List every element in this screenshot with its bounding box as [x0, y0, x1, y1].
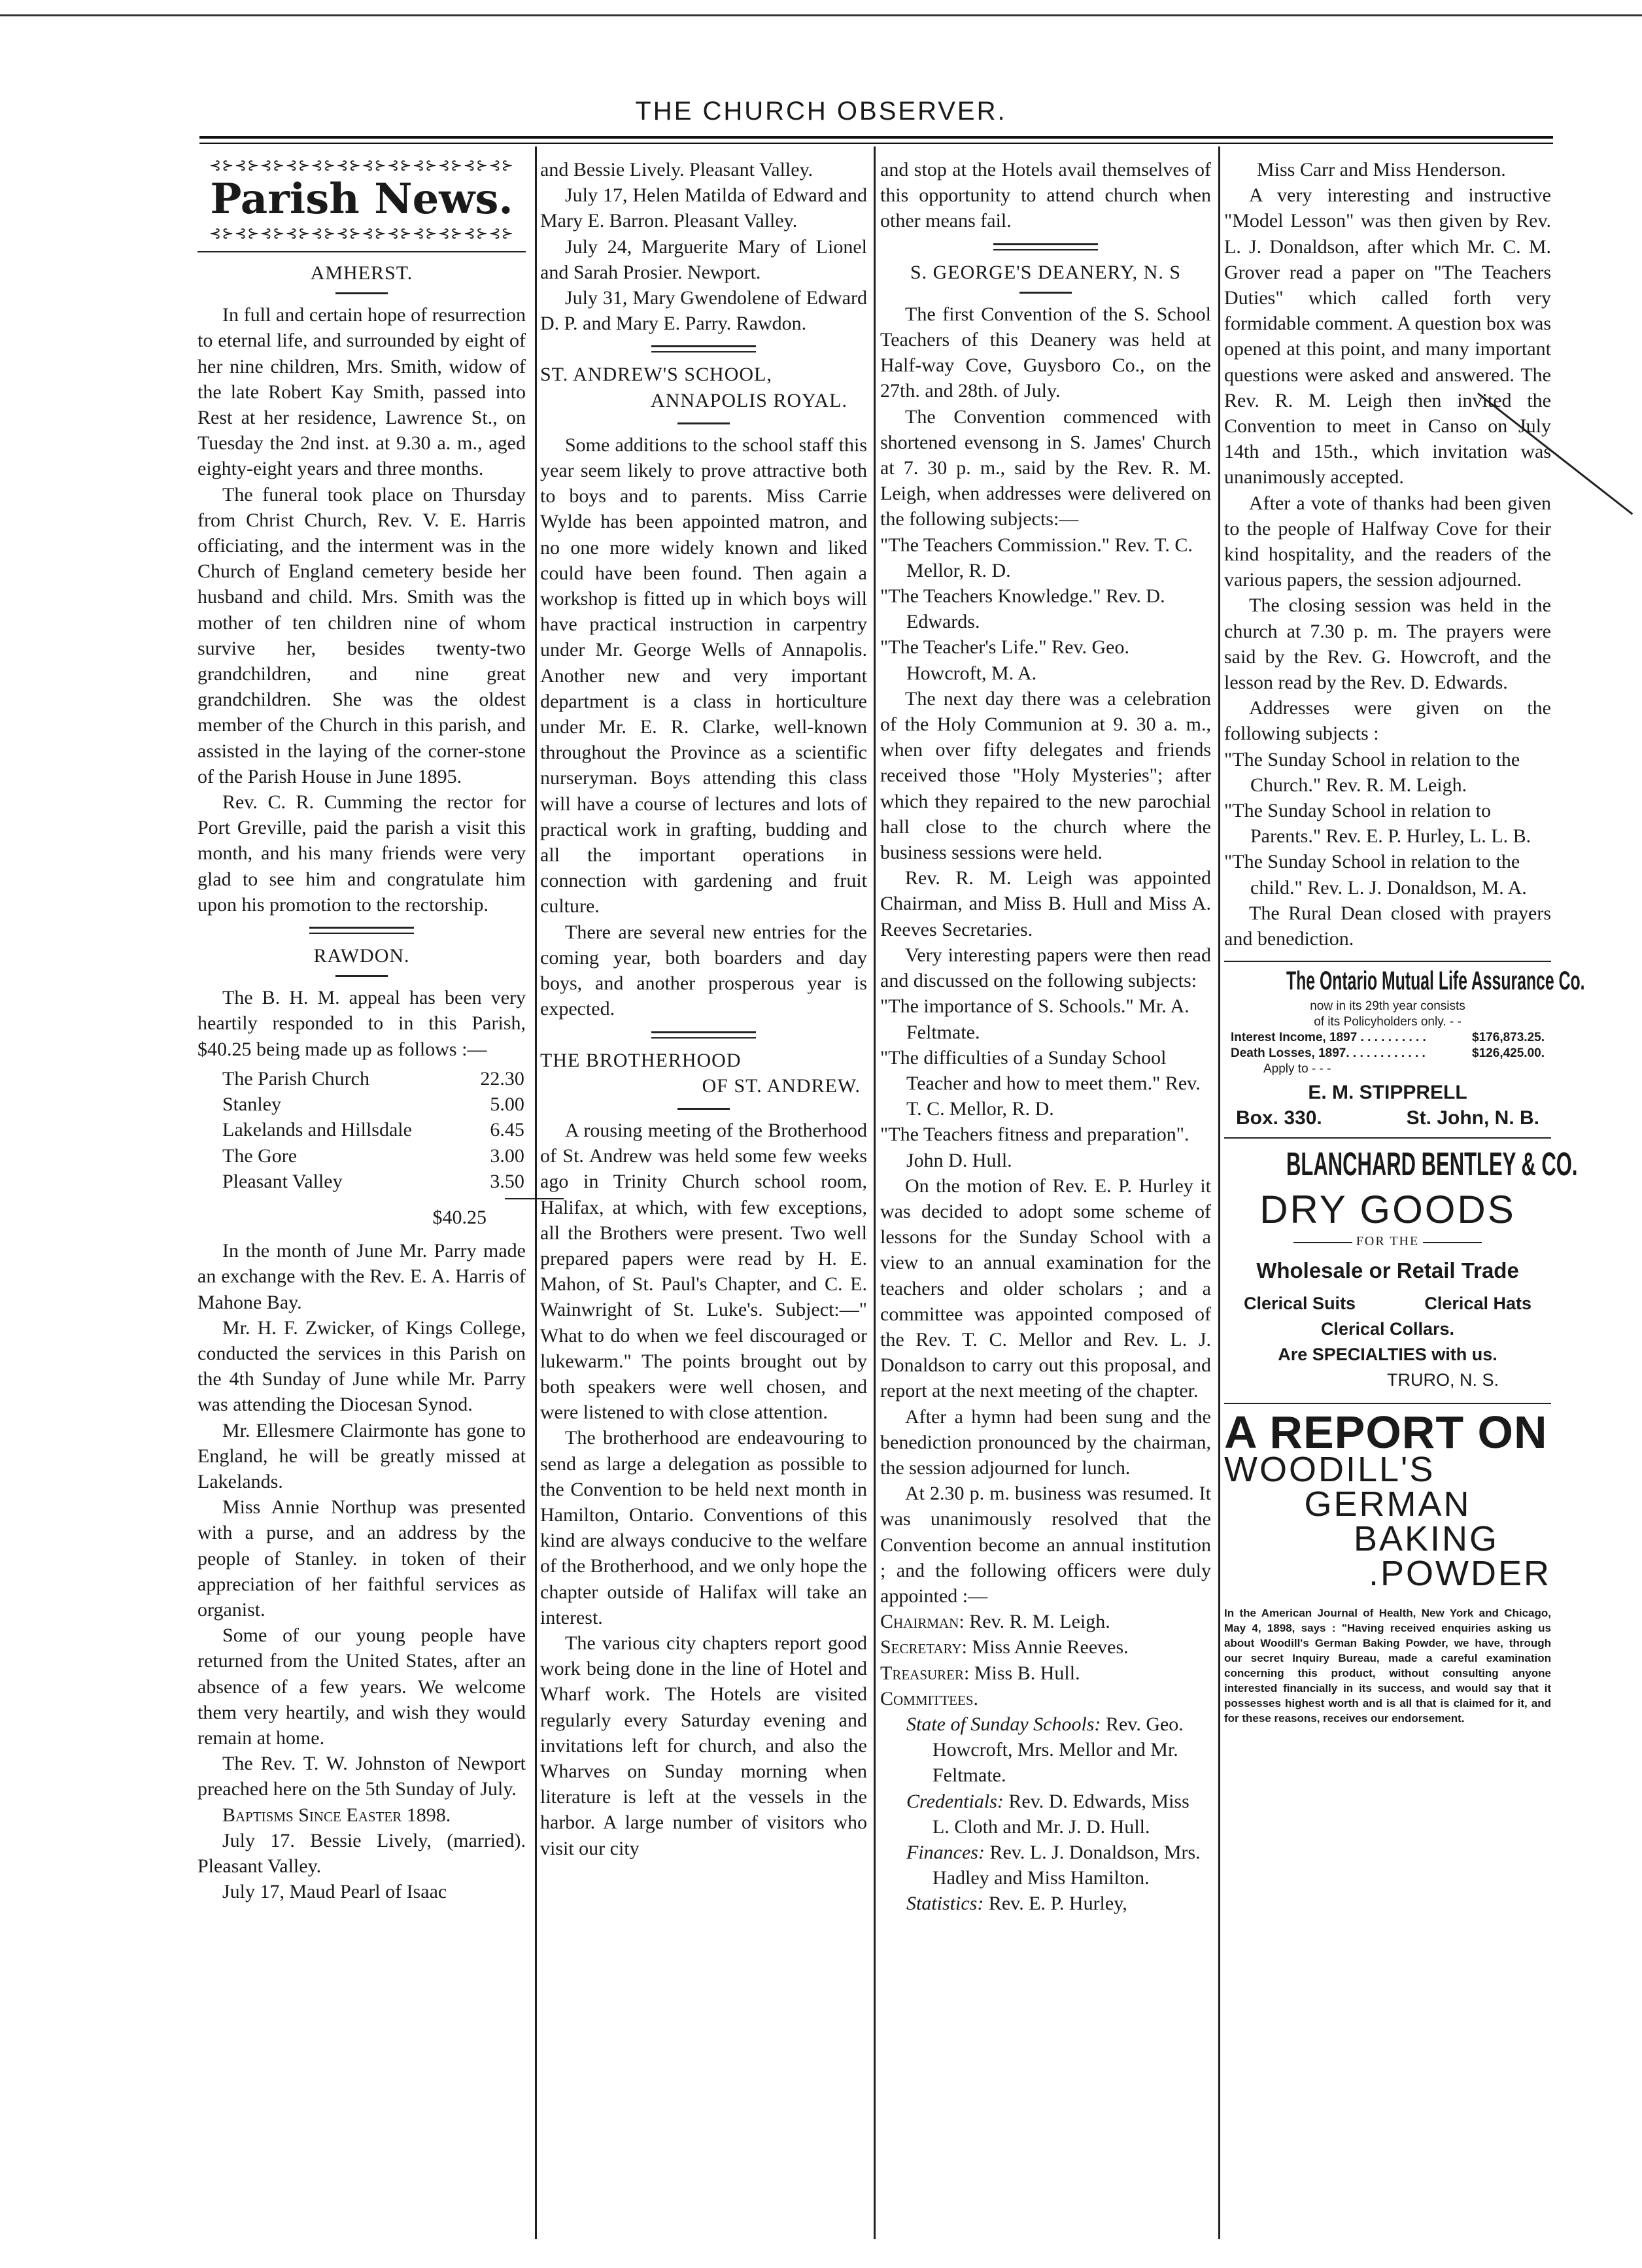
brotherhood-paragraph: The brotherhood are endeavouring to send as large a delegation as possible to the Convention to be held next month in Hamilton, Ontario. Conventions of this kind are always conducive to the welfare of the Brotherhood, and we only hope the chapter outside of Halifax will take an interest. [540, 1427, 867, 1628]
rawdon-heading: RAWDON. [313, 945, 410, 967]
ontario-ad-line: of its Policyholders only. - - [1314, 1014, 1462, 1029]
deanery-paragraph: Rev. R. M. Leigh was appointed Chairman, and Miss B. Hull and Miss A. Reeves Secretaries. [880, 867, 1211, 940]
gift-place: Stanley [222, 1093, 281, 1116]
gift-amount: 5.00 [490, 1093, 524, 1116]
school-paragraph: There are several new entries for the coming year, both boarders and day boys, and another prosperous year is expected. [540, 921, 867, 1020]
woodill-ad-line: BAKING [1353, 1519, 1499, 1559]
rawdon-paragraph: Some of our young people have returned from the United States, after an absence of a few years. We welcome them very heartily, and wish they would remain at home. [197, 1624, 526, 1749]
table-row [222, 1169, 524, 1194]
column-rule-3 [1218, 146, 1220, 2239]
subject-entry: "The difficulties of a Sunday School Teacher and how to meet them." Rev. T. C. Mellor, R. D. [880, 1046, 1201, 1120]
subject-entry: "The Sunday School in relation to Parents." Rev. E. P. Hurley, L. L. B. [1224, 800, 1531, 848]
woodill-ad-line: WOODILL'S [1224, 1449, 1435, 1489]
committee-continued: Miss Carr and Miss Henderson. [1257, 159, 1506, 180]
deanery-paragraph: After a vote of thanks had been given to the people of Halfway Cove for their kind hospitality, and the readers of the various papers, the session adjourned. [1224, 492, 1551, 591]
table-row [222, 1117, 524, 1143]
officer-value: Rev. R. M. Leigh. [969, 1611, 1110, 1633]
baptism-entry: July 17, Helen Matilda of Edward and Mary E. Barron. Pleasant Valley. [540, 184, 867, 232]
officer-value: Miss B. Hull. [974, 1662, 1080, 1684]
officer-entry [880, 1609, 1211, 1634]
rawdon-paragraph: Mr. Ellesmere Clairmonte has gone to England, he will be greatly missed at Lakelands. [197, 1419, 526, 1492]
committee-entry [880, 1891, 1211, 1916]
baptism-entry: and Bessie Lively. Pleasant Valley. [540, 159, 813, 180]
ad-rule [1224, 1137, 1551, 1139]
ornament-top: ⊰⊱⊰⊱⊰⊱⊰⊱⊰⊱⊰⊱⊰⊱⊰⊱⊰⊱⊰⊱⊰⊱⊰⊱ [209, 157, 515, 173]
gift-amount: 22.30 [480, 1067, 524, 1090]
clerical-collars: Clerical Collars. [1320, 1318, 1455, 1339]
committee-label: Credentials: [906, 1790, 1004, 1812]
gift-amount: 3.00 [490, 1144, 524, 1167]
blanchard-ad-drygoods: DRY GOODS [1259, 1188, 1516, 1232]
gift-place: The Parish Church [222, 1067, 369, 1090]
deanery-paragraph: After a hymn had been sung and the benediction pronounced by the chairman, the session adjourned for lunch. [880, 1405, 1211, 1479]
ontario-ad-figure [1224, 1030, 1551, 1046]
committee-label: State of Sunday Schools: [906, 1713, 1101, 1735]
ontario-ad-title: The Ontario Mutual Life Assurance Co. [1286, 967, 1585, 996]
gift-amount: 3.50 [490, 1170, 524, 1192]
deanery-paragraph: The Convention commenced with shortened evensong in S. James' Church at 7. 30 p. m., said by the Rev. R. M. Leigh, when addresses were delivered on the following subjects:— [880, 405, 1211, 530]
officer-value: Miss Annie Reeves. [972, 1636, 1129, 1658]
officer-label: Secretary: [880, 1636, 968, 1658]
school-heading: ST. ANDREW'S SCHOOL, [540, 364, 772, 386]
blanchard-bentley-ad [1224, 1145, 1578, 1394]
gift-place: The Gore [222, 1144, 298, 1167]
figure-label: Death Losses, 1897. . . . . . . . . . . . [1231, 1046, 1426, 1060]
table-row [222, 1091, 524, 1117]
ontario-ad-line: now in its 29th year consists [1310, 999, 1465, 1013]
appeal-total: $40.25 [432, 1206, 487, 1228]
deanery-paragraph: On the motion of Rev. E. P. Hurley it was decided to adopt some scheme of lessons for the Sunday School with a view to an annual examination for the teachers and older scholars ; and a committee was appointed composed of the Rev. T. C. Mellor and Rev. L. J. Donaldson to carry out this proposal, and report at the next meeting of the chapter. [880, 1175, 1211, 1402]
ontario-ad-apply: Apply to - - - [1263, 1061, 1331, 1076]
appeal-table [222, 1066, 524, 1194]
officer-label: Treasurer: [880, 1662, 970, 1684]
deanery-paragraph: The first Convention of the S. School Teachers of this Deanery was held at Half-way Cove, Guysboro Co., on the 27th. and 28th. of July. [880, 303, 1211, 402]
blanchard-ad-wholesale: Wholesale or Retail Trade [1256, 1258, 1519, 1282]
blanchard-ad-name: BLANCHARD BENTLEY & CO. [1286, 1145, 1578, 1182]
gift-place: Lakelands and Hillsdale [222, 1119, 412, 1141]
banner-rule [197, 251, 526, 252]
school-subheading: ANNAPOLIS ROYAL. [650, 389, 847, 411]
committee-entry [880, 1789, 1211, 1840]
subject-entry: "The importance of S. Schools." Mr. A. Feltmate. [880, 995, 1189, 1043]
rawdon-paragraph: Mr. H. F. Zwicker, of Kings College, conducted the services in this Parish on the 4th Sunday of June while Mr. Parry was attending the Diocesan Synod. [197, 1316, 526, 1416]
column-4 [1224, 157, 1585, 2256]
brotherhood-subheading: OF ST. ANDREW. [702, 1074, 861, 1097]
ontario-ad-address [1224, 1105, 1551, 1131]
amherst-paragraph: Rev. C. R. Cumming the rector for Port Greville, paid the parish a visit this month, and his many friends were very glad to see him and congratulate him upon his promotion to the rectorship. [197, 791, 526, 916]
heading-dash [1019, 292, 1072, 294]
heading-dash [677, 1108, 730, 1110]
masthead-rule-thin [199, 143, 1553, 144]
rawdon-paragraph: Miss Annie Northup was presented with a purse, and an address by the people of Stanley. in token of their appreciation of her faithful services as organist. [197, 1496, 526, 1621]
committee-entry [880, 1711, 1211, 1789]
rawdon-paragraph: The Rev. T. W. Johnston of Newport preached here on the 5th Sunday of July. [197, 1753, 526, 1800]
baptism-entry: July 17. Bessie Lively, (married). Pleasant Valley. [197, 1829, 526, 1877]
rawdon-paragraph: The B. H. M. appeal has been very heartily responded to in this Parish, $40.25 being made up as follows :— [197, 987, 526, 1060]
clerical-suits: Clerical Suits [1244, 1293, 1356, 1313]
subject-entry: "The Teachers Commission." Rev. T. C. Mellor, R. D. [880, 534, 1193, 581]
masthead-rule [199, 136, 1553, 139]
blanchard-ad-specialties: Are SPECIALTIES with us. [1278, 1345, 1497, 1365]
woodill-ad-fineprint: In the American Journal of Health, New York and Chicago, May 4, 1898, says : "Having received enquiries asking us about Woodill's German Baking Powder, we have, through our secret Inquiry Bureau, made a careful examination concerning this product, without consulting anyone interested financially in its success, and would say that it possesses highest worth and is all that is claimed for it, and for these reasons, receives our endorsement. [1224, 1606, 1551, 1725]
parish-news-banner [197, 157, 526, 242]
heading-dash [677, 422, 730, 424]
blanchard-ad-city: TRURO, N. S. [1386, 1370, 1499, 1390]
ontario-ad-figure [1224, 1046, 1551, 1061]
masthead: THE CHURCH OBSERVER. [635, 97, 1007, 126]
baptism-entry: July 17, Maud Pearl of Isaac [222, 1881, 447, 1903]
subject-entry: "The Teachers Knowledge." Rev. D. Edwards. [880, 585, 1165, 633]
figure-label: Interest Income, 1897 . . . . . . . . . . [1231, 1030, 1426, 1044]
brotherhood-paragraph: A rousing meeting of the Brotherhood of St. Andrew was held some few weeks ago in Trinity Church school room, Halifax, at which, with few exceptions, all the Brothers were present. Two well prepared papers were read by H. E. Mahon, of St. Paul's Chapter, and C. E. Wainwright of St. Luke's. Subject:—" What to do when we feel discouraged or lukewarm." The points brought out by both speakers were well chosen, and were listened to with close attention. [540, 1119, 867, 1424]
deanery-paragraph: Very interesting papers were then read and discussed on the following subjects: [880, 944, 1211, 992]
school-paragraph: Some additions to the school staff this year seem likely to prove attractive both to boys and to parents. Miss Carrie Wylde has been appointed matron, and no one more widely known and liked could have been found. Then again a workshop is fitted up in which boys will have practical instruction in carpentry under Mr. George Wells of Annapolis. Another new and very important department is a class in horticulture under Mr. E. R. Clarke, well-known throughout the Province as a scientific nurseryman. Boys attending this class will have a course of lectures and lots of practical work in grafting, budding and all the important operations in connection with gardening and fruit culture. [540, 434, 867, 918]
subject-entry: "The Sunday School in relation to the Church." Rev. R. M. Leigh. [1224, 748, 1520, 796]
subject-entry: "The Teacher's Life." Rev. Geo. Howcroft, M. A. [880, 636, 1129, 684]
woodill-ad-line: .POWDER [1368, 1554, 1551, 1594]
section-separator [651, 1031, 756, 1039]
parish-news-title: Parish News. [210, 175, 513, 224]
committees-heading: Committees. [880, 1687, 979, 1710]
woodill-ad [1224, 1406, 1551, 1726]
baptism-entry: July 24, Marguerite Mary of Lionel and Sarah Prosier. Newport. [540, 235, 867, 283]
committee-entry [880, 1840, 1211, 1891]
blanchard-ad-clerical [1224, 1291, 1551, 1316]
figure-value: $126,425.00. [1472, 1046, 1545, 1060]
committee-value: Rev. L. J. Donaldson, Mrs. Hadley and Miss Hamilton. [932, 1842, 1201, 1889]
deanery-paragraph: Addresses were given on the following subjects : [1224, 697, 1551, 745]
amherst-paragraph: The funeral took place on Thursday from Christ Church, Rev. V. E. Harris officiating, and the interment was in the Church of England cemetery beside her husband and child. Mrs. Smith was the mother of ten children nine of whom survive her, besides twenty-two grandchildren, and nine great grandchildren. She was the oldest member of the Church in this parish, and assisted in the laying of the corner-stone of the Parish House in June 1895. [197, 483, 526, 787]
ontario-mutual-ad [1224, 967, 1585, 1131]
section-separator [993, 243, 1098, 250]
column-3 [880, 157, 1211, 2256]
table-row [222, 1143, 524, 1169]
clerical-hats: Clerical Hats [1424, 1293, 1531, 1313]
page-top-edge [0, 0, 1642, 16]
officer-label: Chairman: [880, 1611, 965, 1633]
committee-value: Rev. D. Edwards, Miss L. Cloth and Mr. J. D. Hull. [932, 1790, 1189, 1838]
deanery-paragraph: At 2.30 p. m. business was resumed. It was unanimously resolved that the Convention become an annual institution ; and the following officers were duly appointed :— [880, 1483, 1211, 1607]
deanery-paragraph: The closing session was held in the church at 7.30 p. m. The prayers were said by the Rev. G. Howcroft, and the lesson read by the Rev. D. Edwards. [1224, 594, 1551, 694]
brotherhood-continued: and stop at the Hotels avail themselves of this opportunity to attend church when other means fail. [880, 159, 1211, 232]
deanery-heading: S. GEORGE'S DEANERY, N. S [910, 261, 1182, 283]
table-row [222, 1066, 524, 1091]
committee-label: Statistics: [906, 1893, 984, 1915]
officer-entry [880, 1634, 1211, 1660]
baptism-entry: July 31, Mary Gwendolene of Edward D. P. and Mary E. Parry. Rawdon. [540, 287, 867, 335]
column-rule-1 [535, 146, 537, 2239]
committee-value: Rev. E. P. Hurley, [988, 1893, 1127, 1915]
brotherhood-heading: THE BROTHERHOOD [540, 1049, 742, 1071]
blanchard-ad-forthe: FOR THE [1224, 1229, 1551, 1254]
section-separator [309, 927, 414, 934]
heading-dash [335, 292, 388, 294]
column-2 [540, 157, 867, 2256]
woodill-ad-line: GERMAN [1304, 1484, 1471, 1524]
ad-rule [1224, 1403, 1551, 1404]
column-1 [197, 157, 526, 2256]
amherst-heading: AMHERST. [310, 262, 413, 284]
baptisms-heading: Baptisms Since Easter 1898. [222, 1804, 451, 1826]
figure-value: $176,873.25. [1472, 1030, 1545, 1044]
rawdon-paragraph: In the month of June Mr. Parry made an exchange with the Rev. E. A. Harris of Mahone Bay. [197, 1240, 526, 1313]
deanery-paragraph: The next day there was a celebration of the Holy Communion at 9. 30 a. m., when over fifty delegates and friends received those "Holy Mysteries"; after which they repaired to the new parochial hall close to the church where the business sessions were held. [880, 687, 1211, 864]
deanery-paragraph: A very interesting and instructive "Model Lesson" was then given by Rev. L. J. Donaldson, after which Mr. C. M. Grover read a paper on "The Teachers Duties" which called forth very formidable comment. A question box was opened at this point, and many important questions were asked and answered. The Rev. R. M. Leigh then invited the Convention to meet in Canso on July 14th and 15th., which invitation was unanimously accepted. [1224, 184, 1551, 489]
address-box: Box. 330. [1236, 1107, 1322, 1129]
gift-place: Pleasant Valley [222, 1170, 343, 1192]
address-city: St. John, N. B. [1406, 1107, 1539, 1129]
amherst-paragraph: In full and certain hope of resurrection to eternal life, and surrounded by eight of her nine children, Mrs. Smith, widow of the late Robert Kay Smith, passed into Rest at her residence, Lawrence St., on Tuesday the 2nd inst. at 9.30 a. m., aged eighty-eight years and three months. [197, 304, 526, 480]
ad-rule [1224, 961, 1551, 962]
woodill-ad-report: A REPORT ON [1224, 1406, 1548, 1458]
subject-entry: "The Sunday School in relation to the child." Rev. L. J. Donaldson, M. A. [1224, 851, 1527, 899]
committee-label: Finances: [906, 1842, 985, 1863]
officer-entry [880, 1660, 1211, 1686]
ornament-bottom: ⊰⊱⊰⊱⊰⊱⊰⊱⊰⊱⊰⊱⊰⊱⊰⊱⊰⊱⊰⊱⊰⊱⊰⊱ [209, 225, 515, 241]
gift-amount: 6.45 [490, 1119, 524, 1141]
committee-value: Rev. Geo. Howcroft, Mrs. Mellor and Mr. Feltmate. [932, 1713, 1184, 1787]
section-separator [651, 345, 756, 352]
brotherhood-paragraph: The various city chapters report good work being done in the line of Hotel and Wharf work. The Hotels are visited regularly every Saturday evening and invitations left for church, and also the Wharves on Sunday morning when literature is left at the vessels in the harbor. A large number of visitors who visit our city [540, 1632, 867, 1859]
heading-dash [335, 975, 388, 977]
ontario-ad-agent: E. M. STIPPRELL [1308, 1081, 1467, 1103]
column-rule-2 [874, 146, 876, 2239]
subject-entry: "The Teachers fitness and preparation". John D. Hull. [880, 1124, 1189, 1171]
deanery-paragraph: The Rural Dean closed with prayers and benediction. [1224, 902, 1551, 950]
